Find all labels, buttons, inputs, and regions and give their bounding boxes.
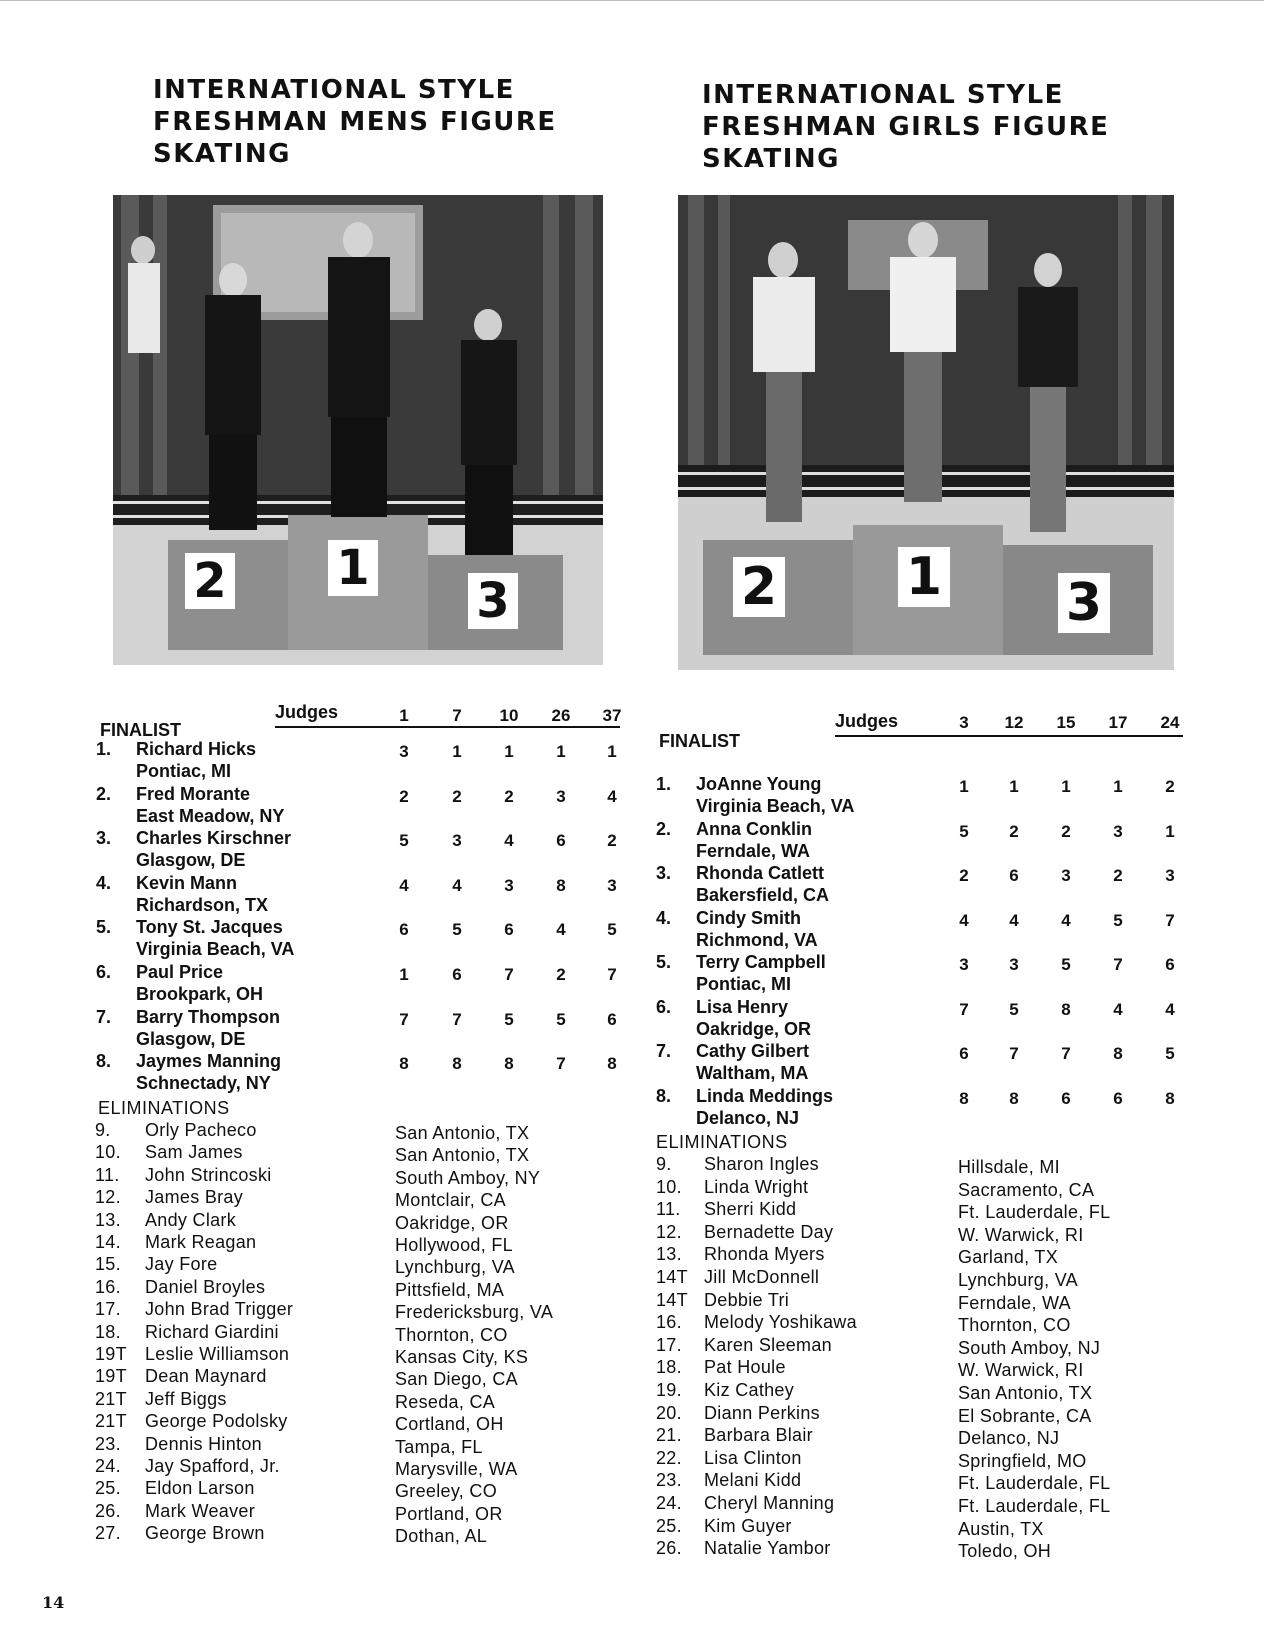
judge-score: 4 bbox=[504, 831, 514, 851]
elimination-location: Sacramento, CA bbox=[958, 1179, 1095, 1200]
podium-number-third: 3 bbox=[1058, 573, 1110, 633]
elimination-location: South Amboy, NY bbox=[395, 1167, 541, 1188]
finalist-rank: 7. bbox=[656, 1041, 672, 1061]
left-judges-underline bbox=[275, 726, 620, 728]
elimination-rank: 12. bbox=[656, 1221, 682, 1242]
finalist-location: East Meadow, NY bbox=[136, 805, 285, 826]
elimination-name: James Bray bbox=[145, 1187, 244, 1208]
judge-score: 4 bbox=[1165, 999, 1175, 1019]
elimination-location: Springfield, MO bbox=[958, 1450, 1087, 1471]
judge-score: 8 bbox=[556, 875, 566, 895]
finalist-location: Glasgow, DE bbox=[136, 1028, 246, 1049]
elimination-location: Hillsdale, MI bbox=[958, 1157, 1060, 1177]
judge-score: 7 bbox=[452, 1009, 462, 1029]
elimination-name: John Strincoski bbox=[145, 1164, 272, 1185]
finalist-location: Richardson, TX bbox=[136, 894, 269, 915]
finalist-rank: 5. bbox=[96, 917, 112, 938]
elimination-rank: 23. bbox=[95, 1433, 121, 1454]
podium-number-second: 2 bbox=[733, 557, 785, 617]
judge-score: 7 bbox=[1113, 955, 1123, 974]
elimination-location: Lynchburg, VA bbox=[958, 1270, 1078, 1290]
elimination-rank: 11. bbox=[95, 1164, 120, 1185]
elimination-rank: 26. bbox=[95, 1500, 121, 1521]
judge-score: 7 bbox=[959, 999, 969, 1019]
elimination-rank: 24. bbox=[656, 1493, 682, 1513]
judge-score: 1 bbox=[1009, 777, 1019, 796]
right-judge-number: 12 bbox=[1004, 713, 1024, 732]
elimination-rank: 13. bbox=[95, 1209, 121, 1230]
right-judge-number: 24 bbox=[1160, 713, 1180, 732]
judge-score: 3 bbox=[504, 875, 514, 895]
elimination-name: Leslie Williamson bbox=[145, 1344, 290, 1364]
judge-score: 2 bbox=[1113, 866, 1123, 885]
elimination-name: Mark Weaver bbox=[145, 1500, 255, 1521]
elimination-rank: 19T bbox=[95, 1366, 127, 1387]
finalist-location: Delanco, NJ bbox=[696, 1107, 800, 1128]
elimination-name: Jay Spafford, Jr. bbox=[145, 1456, 280, 1476]
judge-score: 5 bbox=[452, 920, 462, 940]
judge-score: 2 bbox=[1061, 821, 1071, 841]
elimination-name: Lisa Clinton bbox=[704, 1447, 802, 1468]
finalist-rank: 6. bbox=[656, 996, 672, 1017]
judge-score: 3 bbox=[399, 742, 409, 761]
elimination-name: Dennis Hinton bbox=[145, 1433, 262, 1454]
left-finalist-heading: FINALIST bbox=[100, 720, 181, 740]
elimination-name: Richard Giardini bbox=[145, 1321, 279, 1342]
elimination-location: Ft. Lauderdale, FL bbox=[958, 1496, 1111, 1516]
elimination-location: Portland, OR bbox=[395, 1503, 503, 1524]
elimination-location: Fredericksburg, VA bbox=[395, 1302, 554, 1323]
judge-score: 6 bbox=[556, 831, 566, 851]
elimination-rank: 21T bbox=[95, 1388, 127, 1409]
finalist-location: Brookpark, OH bbox=[136, 984, 264, 1004]
elimination-location: Thornton, CO bbox=[395, 1324, 508, 1345]
finalist-name: Barry Thompson bbox=[136, 1006, 281, 1027]
judge-score: 8 bbox=[452, 1054, 462, 1074]
elimination-location: Pittsfield, MA bbox=[395, 1279, 505, 1300]
judge-score: 3 bbox=[1061, 866, 1071, 885]
finalist-rank: 3. bbox=[656, 863, 672, 883]
elimination-name: Bernadette Day bbox=[704, 1221, 834, 1242]
podium-number-second: 2 bbox=[185, 553, 235, 609]
elimination-rank: 22. bbox=[656, 1447, 682, 1468]
judge-score: 2 bbox=[452, 786, 462, 806]
finalist-name: Tony St. Jacques bbox=[136, 917, 283, 938]
judge-score: 8 bbox=[504, 1054, 514, 1074]
elimination-location: Ferndale, WA bbox=[958, 1292, 1071, 1313]
elimination-rank: 14T bbox=[656, 1289, 688, 1310]
judge-score: 1 bbox=[607, 742, 617, 761]
elimination-rank: 19T bbox=[95, 1344, 127, 1364]
judge-score: 3 bbox=[556, 786, 566, 806]
finalist-name: Jaymes Manning bbox=[136, 1051, 282, 1072]
elimination-location: Reseda, CA bbox=[395, 1391, 496, 1412]
elimination-location: Montclair, CA bbox=[395, 1190, 506, 1211]
finalist-rank: 4. bbox=[96, 872, 112, 893]
elimination-rank: 14. bbox=[95, 1232, 121, 1252]
finalist-location: Virginia Beach, VA bbox=[136, 939, 295, 960]
elimination-location: Lynchburg, VA bbox=[395, 1257, 515, 1278]
elimination-name: Jeff Biggs bbox=[145, 1388, 227, 1409]
judge-score: 4 bbox=[607, 786, 617, 806]
left-judge-number: 26 bbox=[551, 706, 571, 725]
podium-number-first: 1 bbox=[898, 547, 950, 607]
left-judge-number: 37 bbox=[602, 706, 622, 725]
judge-score: 2 bbox=[959, 866, 969, 885]
judge-score: 5 bbox=[399, 831, 409, 851]
elimination-name: Orly Pacheco bbox=[145, 1120, 257, 1140]
finalist-rank: 8. bbox=[656, 1085, 672, 1106]
left-judge-number: 1 bbox=[399, 706, 409, 725]
judge-score: 3 bbox=[959, 955, 969, 974]
finalist-rank: 8. bbox=[96, 1051, 112, 1072]
judge-score: 8 bbox=[1009, 1088, 1019, 1108]
judge-score: 3 bbox=[1113, 821, 1123, 841]
finalist-name: Richard Hicks bbox=[136, 739, 257, 759]
finalist-location: Pontiac, MI bbox=[696, 974, 792, 994]
elimination-name: Mark Reagan bbox=[145, 1232, 257, 1252]
judge-score: 6 bbox=[1009, 866, 1019, 885]
judge-score: 1 bbox=[1061, 777, 1071, 796]
right-judges-label: Judges bbox=[835, 711, 899, 731]
finalist-name: Lisa Henry bbox=[696, 996, 789, 1017]
elimination-location: Ft. Lauderdale, FL bbox=[958, 1473, 1111, 1494]
elimination-rank: 18. bbox=[95, 1321, 121, 1342]
finalist-location: Ferndale, WA bbox=[696, 840, 811, 861]
judge-score: 5 bbox=[959, 821, 969, 841]
elimination-location: Garland, TX bbox=[958, 1247, 1059, 1268]
girls-podium-photo bbox=[678, 195, 1174, 670]
elimination-name: Sherri Kidd bbox=[704, 1199, 797, 1220]
judge-score: 2 bbox=[556, 965, 566, 984]
elimination-rank: 13. bbox=[656, 1244, 682, 1265]
judge-score: 8 bbox=[607, 1054, 617, 1074]
judge-score: 7 bbox=[556, 1054, 566, 1074]
judge-score: 5 bbox=[504, 1009, 514, 1029]
elimination-rank: 21. bbox=[656, 1425, 682, 1446]
finalist-name: Cathy Gilbert bbox=[696, 1041, 810, 1061]
mens-podium-photo bbox=[113, 195, 603, 665]
elimination-location: Oakridge, OR bbox=[395, 1212, 509, 1233]
judge-score: 4 bbox=[556, 920, 566, 940]
podium-number-third: 3 bbox=[468, 573, 518, 629]
finalist-rank: 2. bbox=[656, 818, 672, 839]
judge-score: 6 bbox=[1165, 955, 1175, 974]
finalist-name: Rhonda Catlett bbox=[696, 863, 824, 883]
judge-score: 7 bbox=[1165, 910, 1175, 930]
judge-score: 1 bbox=[452, 742, 462, 761]
finalist-rank: 2. bbox=[96, 783, 112, 804]
judge-score: 5 bbox=[556, 1009, 566, 1029]
elimination-location: Dothan, AL bbox=[395, 1526, 488, 1547]
elimination-rank: 9. bbox=[95, 1120, 111, 1140]
judge-score: 1 bbox=[399, 965, 409, 984]
finalist-name: Terry Campbell bbox=[696, 952, 826, 972]
judge-score: 1 bbox=[1113, 777, 1123, 796]
judge-score: 8 bbox=[399, 1054, 409, 1074]
judge-score: 2 bbox=[399, 786, 409, 806]
elimination-location: Delanco, NJ bbox=[958, 1428, 1060, 1449]
elimination-name: John Brad Trigger bbox=[145, 1299, 294, 1320]
judge-score: 5 bbox=[1165, 1044, 1175, 1063]
judge-score: 7 bbox=[1009, 1044, 1019, 1063]
judge-score: 2 bbox=[1165, 777, 1175, 796]
elimination-name: Sharon Ingles bbox=[704, 1154, 819, 1174]
judge-score: 4 bbox=[1113, 999, 1123, 1019]
elimination-name: Dean Maynard bbox=[145, 1366, 267, 1387]
elimination-name: George Brown bbox=[145, 1523, 265, 1544]
right-judge-number: 17 bbox=[1108, 713, 1128, 732]
elimination-name: Karen Sleeman bbox=[704, 1334, 832, 1355]
elimination-location: Greeley, CO bbox=[395, 1481, 497, 1502]
elimination-location: Marysville, WA bbox=[395, 1459, 518, 1479]
judge-score: 3 bbox=[607, 875, 617, 895]
judge-score: 8 bbox=[1165, 1088, 1175, 1108]
elimination-name: Kiz Cathey bbox=[704, 1380, 795, 1400]
judge-score: 7 bbox=[607, 965, 617, 984]
elimination-location: San Diego, CA bbox=[395, 1369, 518, 1390]
judge-score: 4 bbox=[1009, 910, 1019, 930]
finalist-name: Cindy Smith bbox=[696, 907, 802, 928]
judge-score: 8 bbox=[1113, 1044, 1123, 1063]
judge-score: 7 bbox=[1061, 1044, 1071, 1063]
elimination-rank: 11. bbox=[656, 1199, 681, 1220]
elimination-name: Eldon Larson bbox=[145, 1478, 255, 1499]
elimination-name: Linda Wright bbox=[704, 1176, 809, 1197]
elimination-location: San Antonio, TX bbox=[395, 1145, 530, 1166]
judge-score: 5 bbox=[1113, 910, 1123, 930]
elimination-name: Andy Clark bbox=[145, 1209, 237, 1230]
judge-score: 4 bbox=[452, 875, 462, 895]
left-section-title: INTERNATIONAL STYLE FRESHMAN MENS FIGURE SKATING bbox=[153, 75, 557, 169]
elimination-rank: 10. bbox=[95, 1142, 121, 1163]
elimination-rank: 16. bbox=[95, 1276, 121, 1297]
right-judge-number: 15 bbox=[1056, 713, 1076, 732]
finalist-location: Pontiac, MI bbox=[136, 761, 232, 781]
elimination-rank: 14T bbox=[656, 1267, 688, 1287]
right-judges-underline bbox=[835, 735, 1183, 737]
finalist-location: Glasgow, DE bbox=[136, 850, 246, 871]
elimination-rank: 19. bbox=[656, 1380, 682, 1400]
elimination-name: Natalie Yambor bbox=[704, 1538, 831, 1559]
elimination-location: Thornton, CO bbox=[958, 1315, 1071, 1336]
right-section-title: INTERNATIONAL STYLE FRESHMAN GIRLS FIGURE SKATING bbox=[702, 80, 1110, 174]
judge-score: 8 bbox=[959, 1088, 969, 1108]
finalist-name: Linda Meddings bbox=[696, 1085, 833, 1106]
elimination-location: Toledo, OH bbox=[958, 1541, 1052, 1562]
elimination-rank: 9. bbox=[656, 1154, 672, 1174]
judge-score: 5 bbox=[607, 920, 617, 940]
judge-score: 4 bbox=[1061, 910, 1071, 930]
page-top-border bbox=[0, 0, 1264, 1]
elimination-name: Sam James bbox=[145, 1142, 243, 1163]
finalist-location: Oakridge, OR bbox=[696, 1018, 812, 1039]
elimination-rank: 12. bbox=[95, 1187, 121, 1208]
finalist-name: Paul Price bbox=[136, 962, 224, 982]
judge-score: 2 bbox=[504, 786, 514, 806]
left-judge-number: 10 bbox=[499, 706, 519, 725]
elimination-location: Cortland, OH bbox=[395, 1414, 504, 1435]
elimination-name: Debbie Tri bbox=[704, 1289, 790, 1310]
elimination-rank: 15. bbox=[95, 1254, 121, 1275]
finalist-rank: 1. bbox=[656, 774, 672, 794]
left-judges-label: Judges bbox=[275, 702, 339, 722]
judge-score: 4 bbox=[399, 875, 409, 895]
elimination-location: Ft. Lauderdale, FL bbox=[958, 1202, 1111, 1223]
podium-number-first: 1 bbox=[328, 540, 378, 596]
elimination-location: Tampa, FL bbox=[395, 1436, 483, 1457]
elimination-location: Kansas City, KS bbox=[395, 1347, 529, 1367]
finalist-rank: 6. bbox=[96, 962, 112, 982]
elimination-name: George Podolsky bbox=[145, 1411, 288, 1432]
elimination-name: Jay Fore bbox=[145, 1254, 218, 1275]
elimination-rank: 17. bbox=[656, 1334, 682, 1355]
elimination-location: South Amboy, NJ bbox=[958, 1337, 1101, 1358]
finalist-name: Kevin Mann bbox=[136, 872, 238, 893]
elimination-rank: 25. bbox=[95, 1478, 121, 1499]
finalist-location: Richmond, VA bbox=[696, 929, 818, 950]
judge-score: 8 bbox=[1061, 999, 1071, 1019]
judge-score: 7 bbox=[399, 1009, 409, 1029]
elimination-rank: 16. bbox=[656, 1312, 682, 1333]
elimination-location: W. Warwick, RI bbox=[958, 1360, 1084, 1381]
judge-score: 6 bbox=[959, 1044, 969, 1063]
elimination-name: Rhonda Myers bbox=[704, 1244, 825, 1265]
elimination-name: Melani Kidd bbox=[704, 1470, 802, 1491]
judge-score: 6 bbox=[1061, 1088, 1071, 1108]
finalist-location: Virginia Beach, VA bbox=[696, 796, 855, 816]
judge-score: 6 bbox=[504, 920, 514, 940]
judge-score: 6 bbox=[452, 965, 462, 984]
elimination-location: Austin, TX bbox=[958, 1518, 1044, 1539]
elimination-rank: 24. bbox=[95, 1456, 121, 1476]
judge-score: 2 bbox=[607, 831, 617, 851]
elimination-name: Kim Guyer bbox=[704, 1515, 792, 1536]
elimination-rank: 10. bbox=[656, 1176, 682, 1197]
elimination-location: W. Warwick, RI bbox=[958, 1224, 1084, 1245]
judge-score: 1 bbox=[1165, 821, 1175, 841]
judge-score: 6 bbox=[607, 1009, 617, 1029]
elimination-rank: 20. bbox=[656, 1402, 682, 1423]
finalist-rank: 3. bbox=[96, 828, 112, 849]
judge-score: 1 bbox=[959, 777, 969, 796]
judge-score: 1 bbox=[556, 742, 566, 761]
elimination-name: Cheryl Manning bbox=[704, 1493, 835, 1513]
elimination-name: Daniel Broyles bbox=[145, 1276, 266, 1297]
judge-score: 5 bbox=[1061, 955, 1071, 974]
finalist-location: Waltham, MA bbox=[696, 1063, 809, 1083]
finalist-rank: 1. bbox=[96, 739, 112, 759]
right-judge-number: 3 bbox=[959, 713, 969, 732]
judge-score: 3 bbox=[452, 831, 462, 851]
judge-score: 6 bbox=[1113, 1088, 1123, 1108]
elimination-rank: 18. bbox=[656, 1357, 682, 1378]
elimination-rank: 21T bbox=[95, 1411, 127, 1432]
right-finalist-heading: FINALIST bbox=[659, 731, 740, 751]
judge-score: 3 bbox=[1165, 866, 1175, 885]
elimination-name: Barbara Blair bbox=[704, 1425, 813, 1446]
page-number: 14 bbox=[42, 1593, 65, 1612]
finalist-location: Schnectady, NY bbox=[136, 1073, 271, 1094]
elimination-location: San Antonio, TX bbox=[958, 1383, 1093, 1403]
right-eliminations-heading: ELIMINATIONS bbox=[656, 1132, 788, 1152]
finalist-rank: 5. bbox=[656, 952, 672, 972]
elimination-name: Pat Houle bbox=[704, 1357, 786, 1378]
finalist-name: JoAnne Young bbox=[696, 774, 822, 794]
elimination-location: El Sobrante, CA bbox=[958, 1405, 1092, 1426]
finalist-name: Anna Conklin bbox=[696, 818, 812, 839]
finalist-location: Bakersfield, CA bbox=[696, 885, 830, 905]
finalist-name: Charles Kirschner bbox=[136, 828, 292, 849]
elimination-rank: 27. bbox=[95, 1523, 121, 1544]
judge-score: 6 bbox=[399, 920, 409, 940]
elimination-rank: 23. bbox=[656, 1470, 682, 1491]
elimination-location: Hollywood, FL bbox=[395, 1235, 513, 1255]
finalist-name: Fred Morante bbox=[136, 783, 251, 804]
judge-score: 1 bbox=[504, 742, 514, 761]
left-eliminations-heading: ELIMINATIONS bbox=[98, 1098, 230, 1118]
elimination-rank: 25. bbox=[656, 1515, 682, 1536]
finalist-rank: 7. bbox=[96, 1006, 112, 1027]
elimination-name: Diann Perkins bbox=[704, 1402, 820, 1423]
judge-score: 7 bbox=[504, 965, 514, 984]
judge-score: 4 bbox=[959, 910, 969, 930]
elimination-name: Jill McDonnell bbox=[704, 1267, 820, 1287]
elimination-location: San Antonio, TX bbox=[395, 1123, 530, 1143]
judge-score: 2 bbox=[1009, 821, 1019, 841]
finalist-rank: 4. bbox=[656, 907, 672, 928]
judge-score: 3 bbox=[1009, 955, 1019, 974]
judge-score: 5 bbox=[1009, 999, 1019, 1019]
elimination-rank: 17. bbox=[95, 1299, 121, 1320]
left-judge-number: 7 bbox=[452, 706, 462, 725]
elimination-rank: 26. bbox=[656, 1538, 682, 1559]
elimination-name: Melody Yoshikawa bbox=[704, 1312, 857, 1333]
